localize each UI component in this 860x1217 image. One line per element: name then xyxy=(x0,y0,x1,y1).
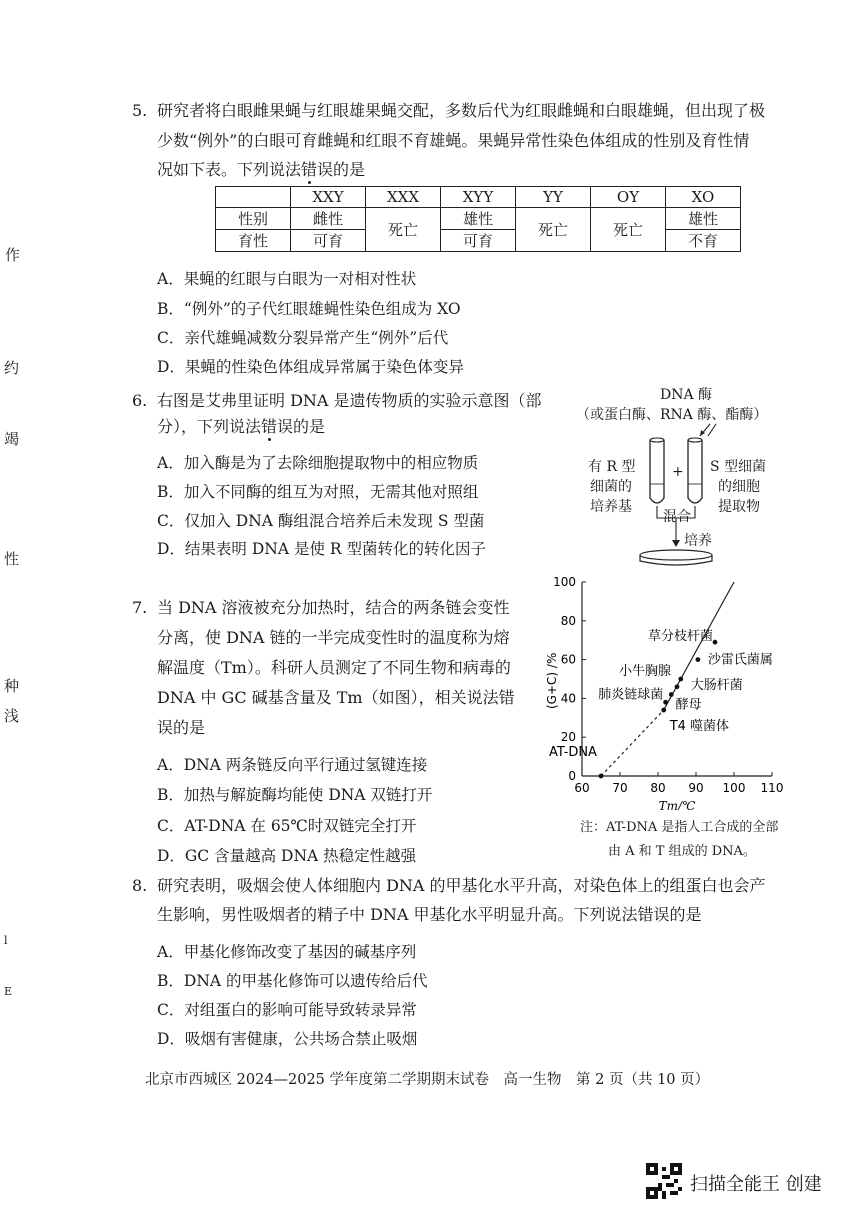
q5-stem-line1: 研究者将白眼雌果蝇与红眼雄果蝇交配，多数后代为红眼雌蝇和白眼雄蝇，但出现了极 xyxy=(157,101,766,120)
y-tick-label: 80 xyxy=(560,613,576,628)
right-label-2: 的细胞 xyxy=(718,479,760,495)
q6-option-c[interactable]: C．仅加入 DNA 酶组混合培养后未发现 S 型菌 xyxy=(157,512,485,530)
q7-stem-line1: 当 DNA 溶液被充分加热时，结合的两条链会变性 xyxy=(157,598,510,617)
right-label-1: S 型细菌 xyxy=(710,459,767,475)
test-tube-right xyxy=(688,440,702,503)
q5-option-c[interactable]: C．亲代雄蝇减数分裂异常产生“例外”后代 xyxy=(157,329,449,347)
data-point xyxy=(713,640,718,645)
chart-note-line2: 由 A 和 T 组成的 DNA。 xyxy=(608,844,756,859)
point-label: 沙雷氏菌属 xyxy=(707,652,773,668)
q6-option-a[interactable]: A．加入酶是为了去除细胞提取物中的相应物质 xyxy=(157,454,479,472)
point-label: 大肠杆菌 xyxy=(690,678,743,693)
emphasis-char: 错 xyxy=(261,417,278,436)
margin-char: E xyxy=(4,985,13,998)
tubes-drawing xyxy=(570,380,830,580)
table-cell: 死亡 xyxy=(366,208,441,252)
q8-stem-line2: 生影响，男性吸烟者的精子中 DNA 甲基化水平明显升高。下列说法错误的是 xyxy=(157,905,702,924)
x-tick-label: 100 xyxy=(722,781,746,795)
q7-option-a[interactable]: A．DNA 两条链反向平行通过氢键连接 xyxy=(157,756,428,774)
q5-option-d[interactable]: D．果蝇的性染色体组成异常属于染色体变异 xyxy=(157,358,464,376)
mix-bracket xyxy=(657,506,695,518)
table-header: XYY xyxy=(441,187,516,208)
point-label: AT-DNA xyxy=(549,745,597,760)
table-corner xyxy=(216,187,291,208)
table-cell: 可育 xyxy=(441,230,516,252)
mix-label: 混合 xyxy=(663,509,691,525)
left-label-2: 细菌的 xyxy=(590,479,632,495)
q6-stem-line2 xyxy=(157,413,325,441)
q6-option-d[interactable]: D．结果表明 DNA 是使 R 型菌转化的转化因子 xyxy=(157,540,486,558)
q5-stem-pre: 况如下表。下列说法 xyxy=(157,160,302,179)
x-tick-label: 110 xyxy=(760,781,784,795)
q6-option-b[interactable]: B．加入不同酶的组互为对照，无需其他对照组 xyxy=(157,483,479,501)
table-cell: 不育 xyxy=(666,230,741,252)
q8-number: 8. xyxy=(132,876,148,895)
margin-char: 性 xyxy=(4,550,20,568)
table-header: XO xyxy=(666,187,741,208)
q7-option-d[interactable]: D．GC 含量越高 DNA 热稳定性越强 xyxy=(157,847,417,865)
left-label-3: 培养基 xyxy=(590,499,632,515)
culture-label: 培养 xyxy=(684,533,712,549)
tm-gc-chart xyxy=(540,570,840,810)
chart-note-line1: 注：AT-DNA 是指人工合成的全部 xyxy=(580,820,779,835)
q6-stem-post: 误的是 xyxy=(277,417,326,436)
table-header: XXY xyxy=(291,187,366,208)
y-tick-label: 0 xyxy=(568,769,576,783)
table-cell: 雄性 xyxy=(666,208,741,230)
point-label: 小牛胸腺 xyxy=(618,663,671,679)
x-tick-label: 90 xyxy=(688,781,704,795)
q8-option-a[interactable]: A．甲基化修饰改变了基因的碱基序列 xyxy=(157,943,417,961)
q8-option-c[interactable]: C．对组蛋白的影响可能导致转录异常 xyxy=(157,1001,417,1019)
data-point xyxy=(669,692,674,697)
avery-experiment-diagram xyxy=(570,380,830,580)
table-cell: 雌性 xyxy=(291,208,366,230)
q8-stem-line1: 研究表明，吸烟会使人体细胞内 DNA 的甲基化水平升高，对染色体上的组蛋白也会产 xyxy=(157,876,766,895)
table-cell: 死亡 xyxy=(516,208,591,252)
q8-option-d[interactable]: D．吸烟有害健康，公共场合禁止吸烟 xyxy=(157,1030,418,1048)
q5-stem-line2: 少数“例外”的白眼可育雌蝇和红眼不育雄蝇。果蝇异常性染色体组成的性别及育性情 xyxy=(157,131,750,150)
point-label: 草分枝杆菌 xyxy=(647,629,713,645)
qr-code-icon xyxy=(646,1163,682,1199)
margin-char: 约 xyxy=(4,359,20,377)
x-tick-label: 60 xyxy=(574,781,590,795)
x-tick-label: 70 xyxy=(612,781,628,795)
test-tube-left xyxy=(650,440,664,503)
plus-sign: + xyxy=(672,464,684,480)
margin-char: l xyxy=(4,934,8,947)
data-point xyxy=(678,677,683,682)
y-tick-label: 100 xyxy=(553,575,576,589)
margin-char: 种 xyxy=(4,677,20,695)
y-tick-label: 40 xyxy=(560,691,576,706)
q7-stem-line5: 误的是 xyxy=(157,718,206,737)
data-point xyxy=(663,700,668,705)
data-point xyxy=(599,774,604,779)
q7-stem-line3: 解温度（Tm）。科研人员测定了不同生物和病毒的 xyxy=(157,658,511,677)
q5-option-b[interactable]: B．“例外”的子代红眼雄蝇性染色组成为 XO xyxy=(157,300,461,318)
q5-option-a[interactable]: A．果蝇的红眼与白眼为一对相对性状 xyxy=(157,270,417,288)
q6-stem-line1: 右图是艾弗里证明 DNA 是遗传物质的实验示意图（部 xyxy=(157,391,542,410)
petri-dish xyxy=(640,550,712,560)
margin-char: 作 xyxy=(5,246,21,264)
data-point xyxy=(696,657,701,662)
x-tick-label: 80 xyxy=(650,781,666,795)
q5-stem-line3 xyxy=(157,156,365,184)
point-label: T4 噬菌体 xyxy=(669,719,730,735)
enzyme-alt-label: （或蛋白酶、RNA 酶、酯酶） xyxy=(576,407,768,423)
q8-option-b[interactable]: B．DNA 的甲基化修饰可以遗传给后代 xyxy=(157,972,428,990)
q7-option-c[interactable]: C．AT-DNA 在 65℃时双链完全打开 xyxy=(157,817,417,835)
y-axis-label: (G+C) /% xyxy=(545,652,559,709)
table-cell: 可育 xyxy=(291,230,366,252)
sex-chromosome-table xyxy=(215,186,741,252)
table-header: YY xyxy=(516,187,591,208)
right-label-3: 提取物 xyxy=(718,499,760,515)
row-label-sex: 性别 xyxy=(216,208,291,230)
q7-number: 7. xyxy=(132,598,148,617)
point-label: 酵母 xyxy=(675,697,702,713)
data-point xyxy=(675,684,680,689)
data-point xyxy=(661,708,666,713)
left-label-1: 有 R 型 xyxy=(588,459,636,475)
point-label: 肺炎链球菌 xyxy=(598,687,664,703)
q6-stem-pre: 分），下列说法 xyxy=(157,417,262,436)
table-header: OY xyxy=(591,187,666,208)
q7-stem-line2: 分离，使 DNA 链的一半完成变性时的温度称为熔 xyxy=(157,628,510,647)
q6-number: 6. xyxy=(132,391,148,410)
x-axis-label: Tm/℃ xyxy=(658,799,696,810)
page-footer: 北京市西城区 2024—2025 学年度第二学期期末试卷 高一生物 第 2 页（共 10 页） xyxy=(145,1072,710,1088)
enzyme-label: DNA 酶 xyxy=(660,387,713,403)
table-cell: 死亡 xyxy=(591,208,666,252)
q5-number: 5. xyxy=(132,101,148,120)
q5-stem-post: 误的是 xyxy=(317,160,366,179)
table-cell: 雄性 xyxy=(441,208,516,230)
q7-stem-line4: DNA 中 GC 碱基含量及 Tm（如图），相关说法错 xyxy=(157,688,515,707)
y-tick-label: 60 xyxy=(560,652,576,667)
margin-char: 竭 xyxy=(4,430,20,448)
y-tick-label: 20 xyxy=(560,730,576,745)
row-label-fertility: 育性 xyxy=(216,230,291,252)
margin-char: 浅 xyxy=(4,707,20,725)
q7-option-b[interactable]: B．加热与解旋酶均能使 DNA 双链打开 xyxy=(157,786,433,804)
trend-dashed-line xyxy=(601,710,664,776)
emphasis-char: 错 xyxy=(301,160,318,179)
scanner-watermark: 扫描全能王 创建 xyxy=(690,1174,822,1195)
table-header: XXX xyxy=(366,187,441,208)
